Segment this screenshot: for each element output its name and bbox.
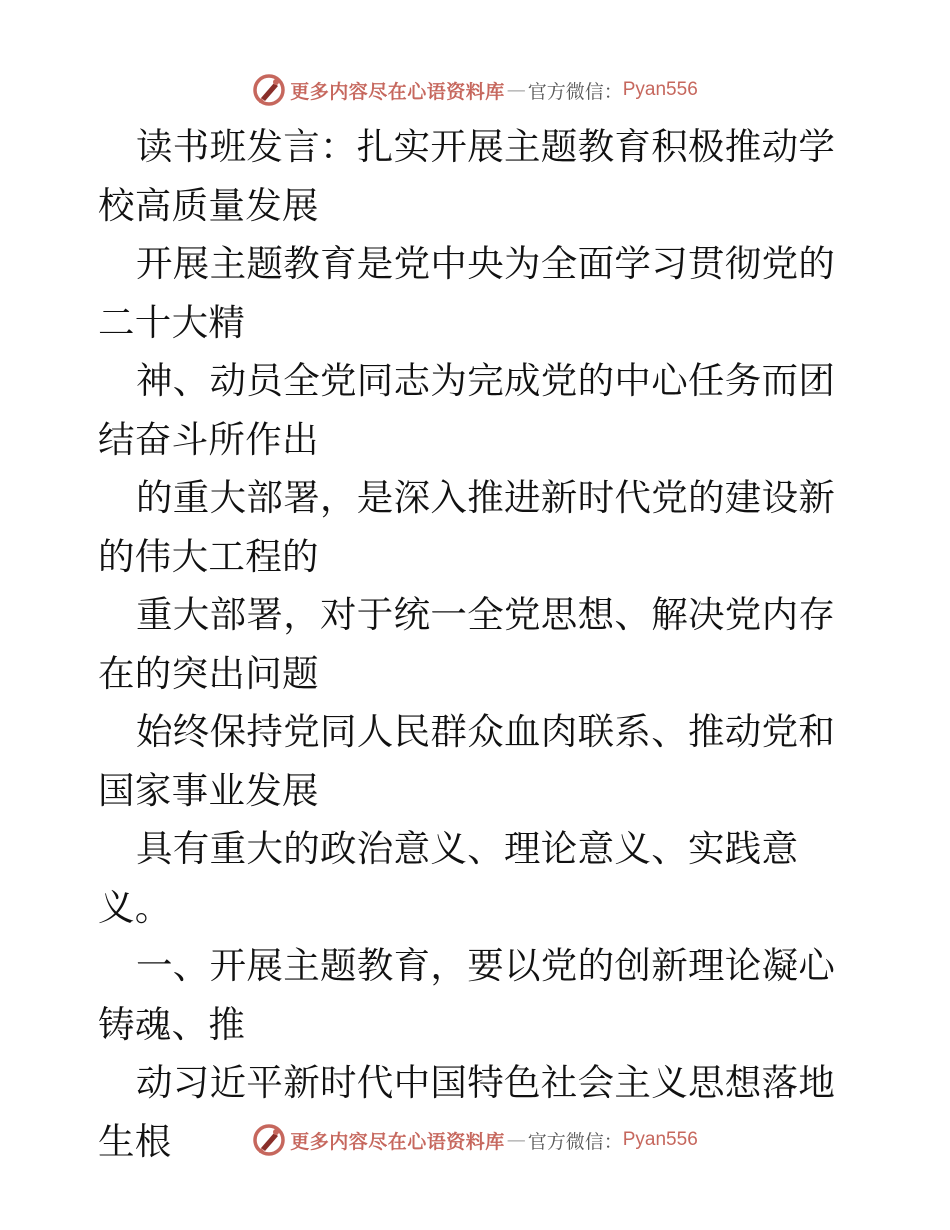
- pen-seal-icon: [252, 1123, 286, 1157]
- watermark-contact-id: Pyan556: [622, 79, 698, 100]
- paragraph-line: 开展主题教育是党中央为全面学习贯彻党的二十大精: [98, 242, 836, 344]
- paragraph-line: 重大部署，对于统一全党思想、解决党内存在的突出问题: [98, 593, 836, 695]
- paragraph-line: 神、动员全党同志为完成党的中心任务而团结奋斗所作出: [98, 359, 836, 461]
- watermark-brand: 更多内容尽在心语资料库: [290, 80, 505, 103]
- footer-watermark: [0, 1122, 950, 1158]
- pen-seal-icon: [252, 73, 286, 107]
- section-heading: 一、开展主题教育，要以党的创新理论凝心铸魂、推: [98, 944, 836, 1046]
- paragraph-line: 动习近平新时代中国特色社会主义思想落地生根: [98, 1061, 836, 1163]
- watermark-brand: 更多内容尽在心语资料库: [290, 1130, 505, 1153]
- document-title: 读书班发言：扎实开展主题教育积极推动学校高质量发展: [98, 125, 836, 227]
- watermark-contact-id: Pyan556: [622, 1129, 698, 1150]
- watermark-dash: —: [506, 79, 526, 101]
- document-body: [98, 118, 858, 1171]
- paragraph-line: 的重大部署，是深入推进新时代党的建设新的伟大工程的: [98, 476, 836, 578]
- paragraph-line: 具有重大的政治意义、理论意义、实践意义。: [98, 827, 799, 929]
- watermark-dash: —: [506, 1129, 526, 1151]
- paragraph-line: 始终保持党同人民群众血肉联系、推动党和国家事业发展: [98, 710, 836, 812]
- watermark-contact-label: 官方微信：: [527, 1130, 623, 1153]
- watermark-contact-label: 官方微信：: [527, 80, 623, 103]
- header-watermark: [0, 72, 950, 108]
